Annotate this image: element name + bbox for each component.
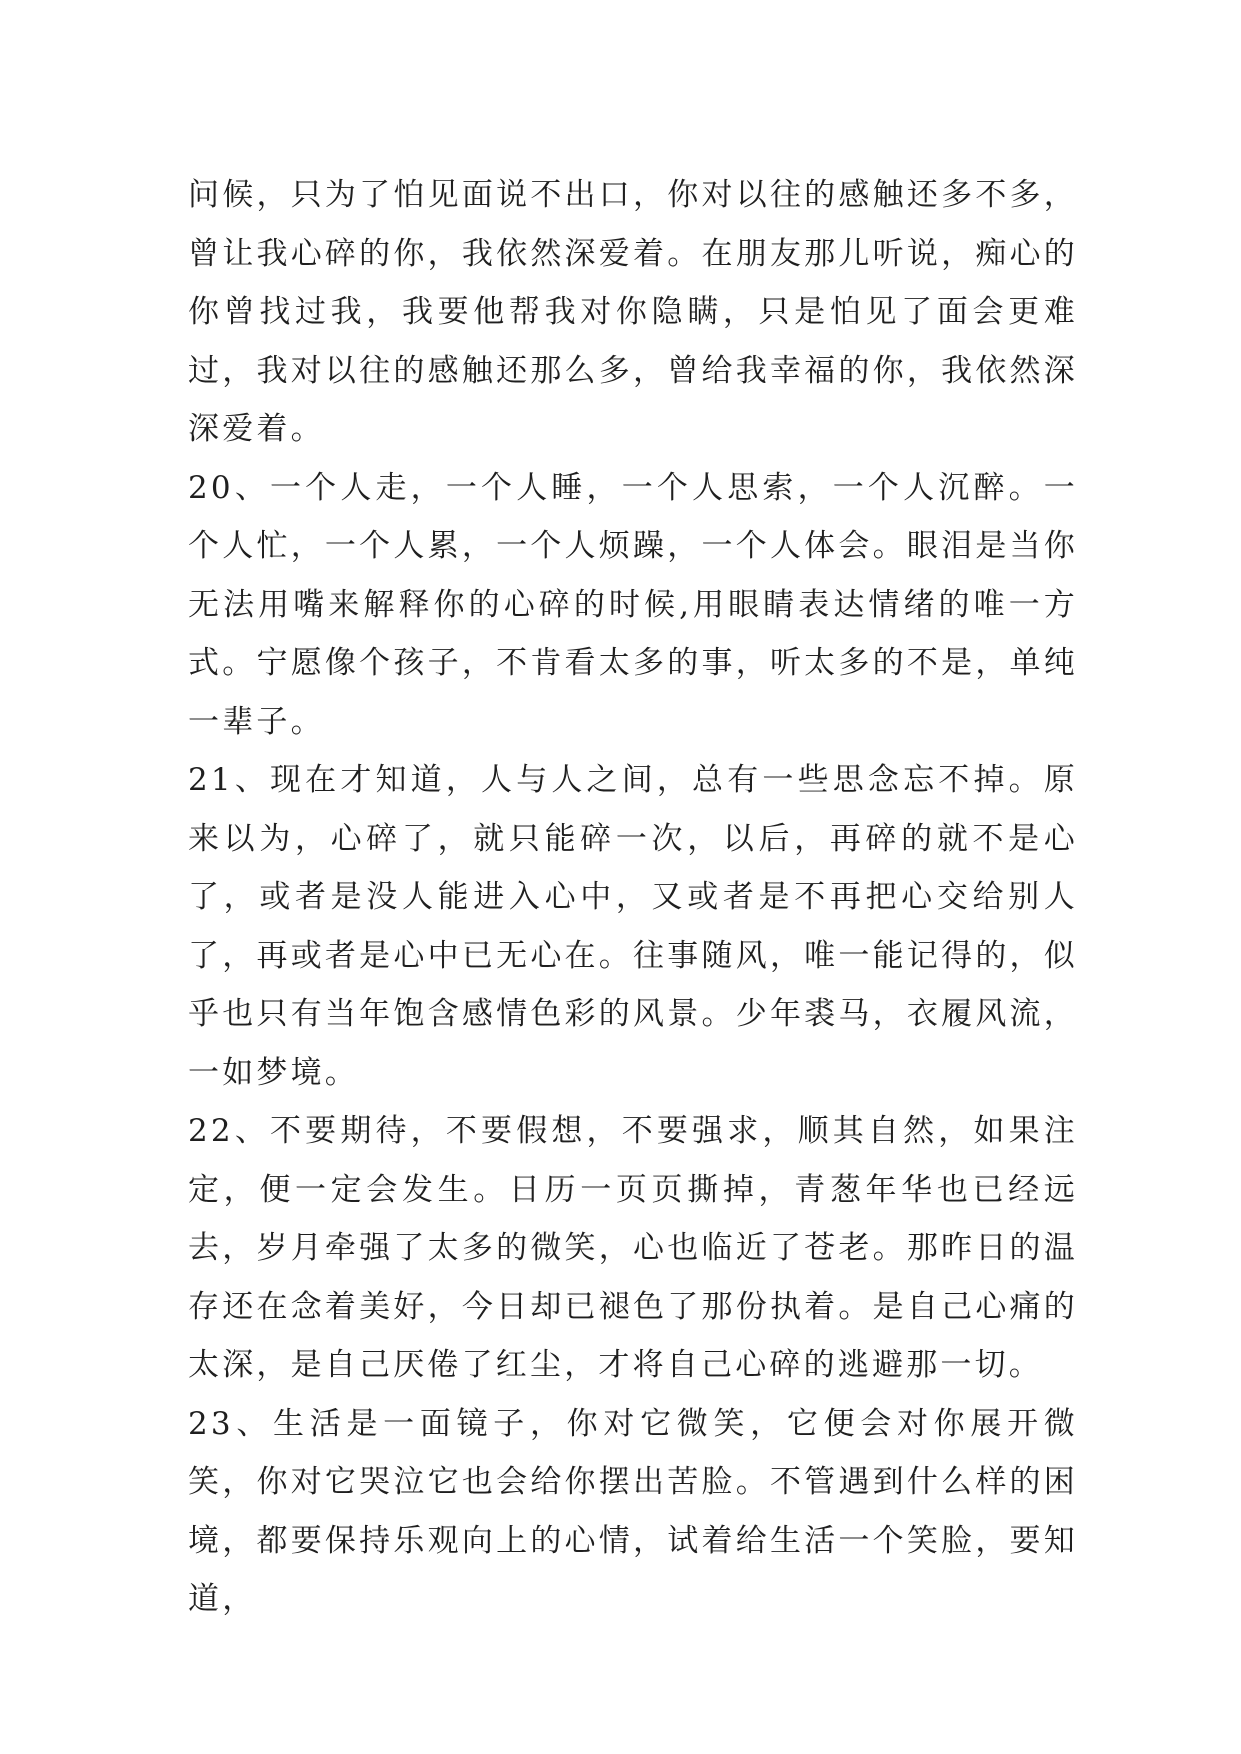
document-body <box>188 166 1078 1629</box>
paragraph-22: 22、不要期待，不要假想，不要强求，顺其自然，如果注定，便一定会发生。日历一页页撕掉，青葱年华也已经远去，岁月牵强了太多的微笑，心也临近了苍老。那昨日的温存还在念着美好，今日却已褪色了那份执着。是自己心痛的太深，是自己厌倦了红尘，才将自己心碎的逃避那一切。 <box>188 1113 1078 1383</box>
paragraph-20: 20、一个人走，一个人睡，一个人思索，一个人沉醉。一个人忙，一个人累，一个人烦躁，一个人体会。眼泪是当你无法用嘴来解释你的心碎的时候,用眼睛表达情绪的唯一方式。宁愿像个孩子，不肯看太多的事，听太多的不是，单纯一辈子。 <box>188 469 1078 740</box>
paragraph-continuation: 问候，只为了怕见面说不出口，你对以往的感触还多不多，曾让我心碎的你，我依然深爱着。在朋友那儿听说，痴心的你曾找过我，我要他帮我对你隐瞒，只是怕见了面会更难过，我对以往的感触还那么多，曾给我幸福的你，我依然深深爱着。 <box>188 177 1078 447</box>
paragraph-21: 21、现在才知道，人与人之间，总有一些思念忘不掉。原来以为，心碎了，就只能碎一次，以后，再碎的就不是心了，或者是没人能进入心中，又或者是不再把心交给别人了，再或者是心中已无心在。往事随风，唯一能记得的，似乎也只有当年饱含感情色彩的风景。少年裘马，衣履风流，一如梦境。 <box>188 762 1078 1091</box>
paragraph-23: 23、生活是一面镜子，你对它微笑，它便会对你展开微笑，你对它哭泣它也会给你摆出苦脸。不管遇到什么样的困境，都要保持乐观向上的心情，试着给生活一个笑脸，要知道， <box>188 1405 1078 1617</box>
